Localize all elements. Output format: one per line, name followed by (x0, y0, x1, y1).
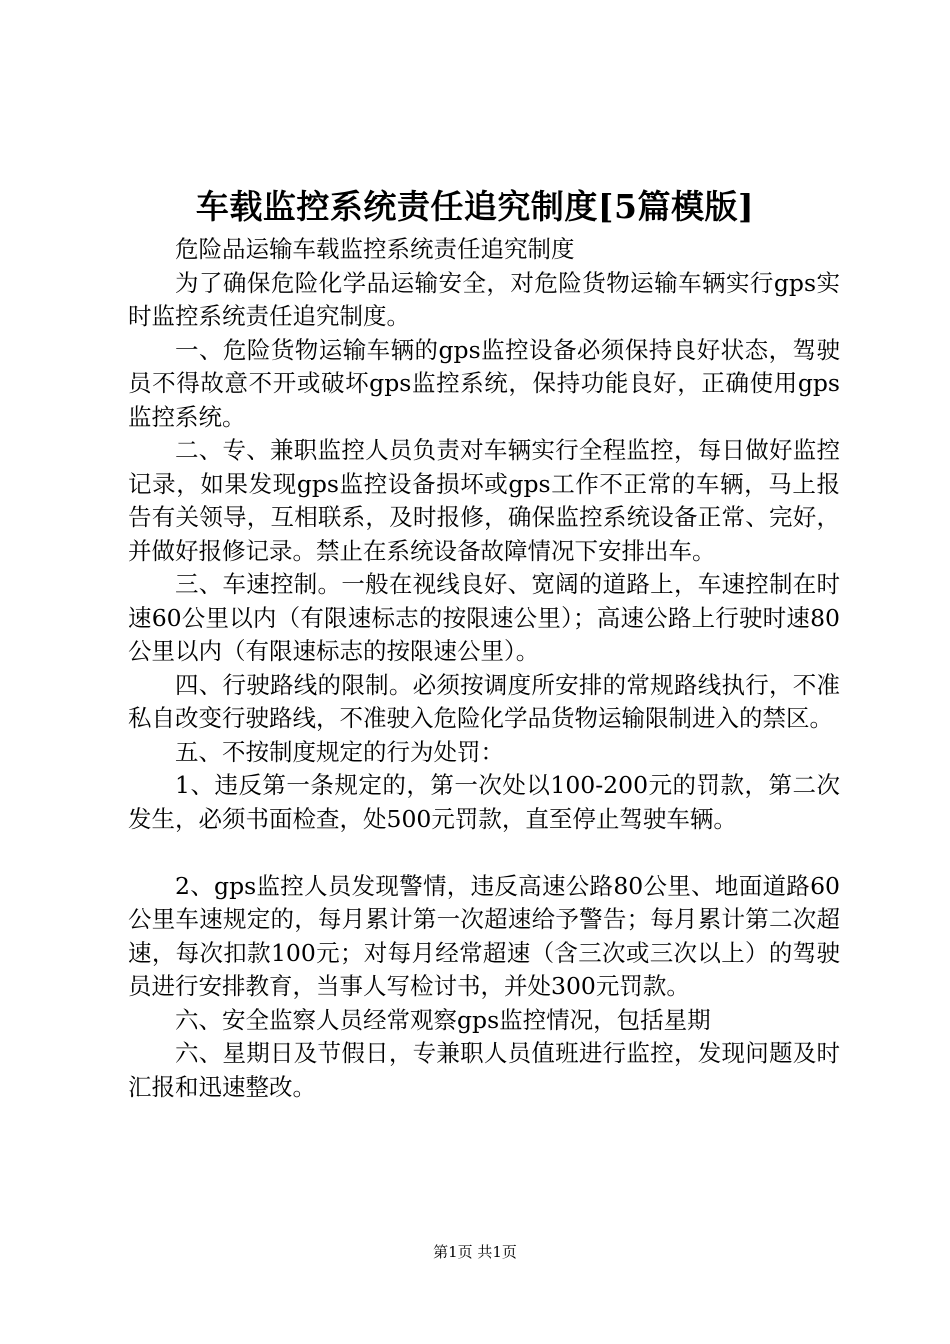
clause-2-paragraph: 二、专、兼职监控人员负责对车辆实行全程监控，每日做好监控记录，如果发现gps监控设备损坏或gps工作不正常的车辆，马上报告有关领导，互相联系，及时报修，确保监控系统设备正常、完好，并做好报修记录。禁止在系统设备故障情况下安排出车。 (128, 436, 840, 565)
clause-1-paragraph: 一、危险货物运输车辆的gps监控设备必须保持良好状态，驾驶员不得故意不开或破坏gps监控系统，保持功能良好，正确使用gps监控系统。 (128, 335, 840, 431)
clause-4-paragraph: 四、行驶路线的限制。必须按调度所安排的常规路线执行，不准私自改变行驶路线，不准驶入危险化学品货物运输限制进入的禁区。 (128, 670, 840, 732)
penalty-1-paragraph: 1、违反第一条规定的，第一次处以100-200元的罚款，第二次发生，必须书面检查，处500元罚款，直至停止驾驶车辆。 (128, 771, 840, 833)
document-body (128, 233, 840, 1104)
clause-3-paragraph: 三、车速控制。一般在视线良好、宽阔的道路上，车速控制在时速60公里以内（有限速标志的按限速公里）；高速公路上行驶时速80公里以内（有限速标志的按限速公里）。 (128, 570, 840, 665)
document-title: 车载监控系统责任追究制度[5篇模版] (195, 187, 755, 226)
page-footer: 第1页 共1页 (433, 1243, 517, 1261)
penalty-2-paragraph: 2、gps监控人员发现警情，违反高速公路80公里、地面道路60公里车速规定的，每月累计第一次超速给予警告；每月累计第二次超速，每次扣款100元；对每月经常超速（含三次或三次以上）的驾驶员进行安排教育，当事人写检讨书，并处300元罚款。 (128, 871, 840, 1000)
clause-6b-paragraph: 六、星期日及节假日，专兼职人员值班进行监控，发现问题及时汇报和迅速整改。 (128, 1039, 840, 1101)
clause-5-heading: 五、不按制度规定的行为处罚： (175, 737, 504, 766)
intro-paragraph: 为了确保危险化学品运输安全，对危险货物运输车辆实行gps实时监控系统责任追究制度。 (128, 268, 840, 330)
clause-6a-paragraph: 六、安全监察人员经常观察gps监控情况，包括星期 (175, 1005, 711, 1034)
subtitle-paragraph: 危险品运输车载监控系统责任追究制度 (175, 235, 575, 263)
